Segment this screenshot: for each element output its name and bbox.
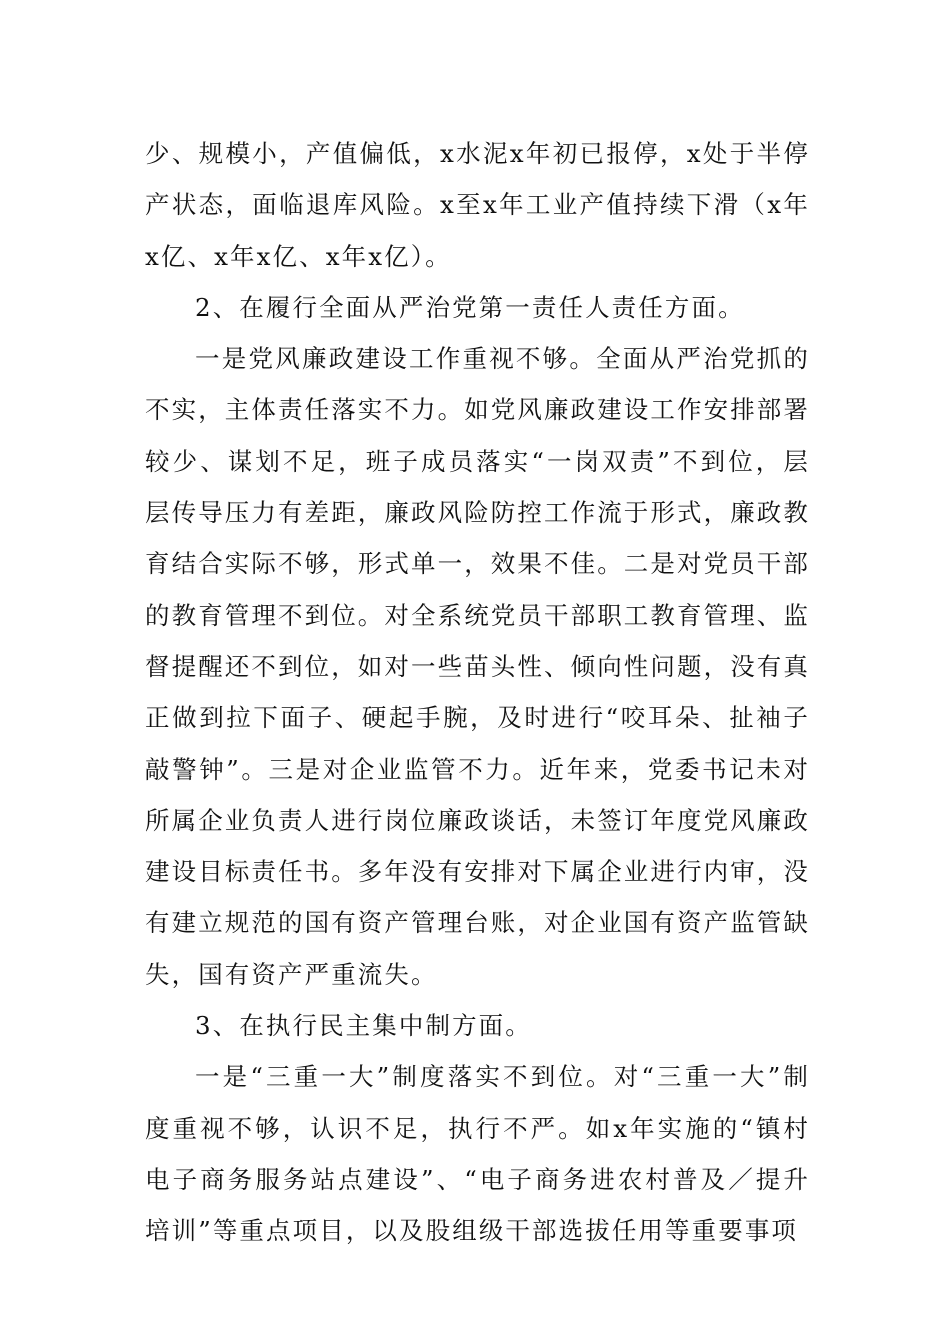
paragraph-party-discipline: 一是党风廉政建设工作重视不够。全面从严治党抓的不实，主体责任落实不力。如党风廉政建设工作安排部署较少、谋划不足，班子成员落实“一岗双责”不到位，层层传导压力有差距，廉政风险防控工作流于形式，廉政教育结合实际不够，形式单一，效果不佳。二是对党员干部的教育管理不到位。对全系统党员干部职工教育管理、监督提醒还不到位，如对一些苗头性、倾向性问题，没有真正做到拉下面子、硬起手腕，及时进行“咬耳朵、扯袖子敲警钟”。三是对企业监管不力。近年来，党委书记未对所属企业负责人进行岗位廉政谈话，未签订年度党风廉政建设目标责任书。多年没有安排对下属企业进行内审，没有建立规范的国有资产管理台账，对企业国有资产监管缺失，国有资产严重流失。	[145, 344, 810, 989]
section-heading-3: 3、在执行民主集中制方面。	[195, 1011, 532, 1041]
paragraph-continuation: 少、规模小，产值偏低，x水泥x年初已报停，x处于半停产状态，面临退库风险。x至x年工业产值持续下滑（x年x亿、x年x亿、x年x亿）。	[145, 139, 810, 271]
document-body	[145, 128, 810, 1257]
section-heading-2: 2、在履行全面从严治党第一责任人责任方面。	[195, 292, 745, 322]
paragraph-democratic-centralism: 一是“三重一大”制度落实不到位。对“三重一大”制度重视不够，认识不足，执行不严。如x年实施的“镇村电子商务服务站点建设”、“电子商务进农村普及／提升培训”等重点项目，以及股组级干部选拔任用等重要事项	[145, 1062, 810, 1246]
